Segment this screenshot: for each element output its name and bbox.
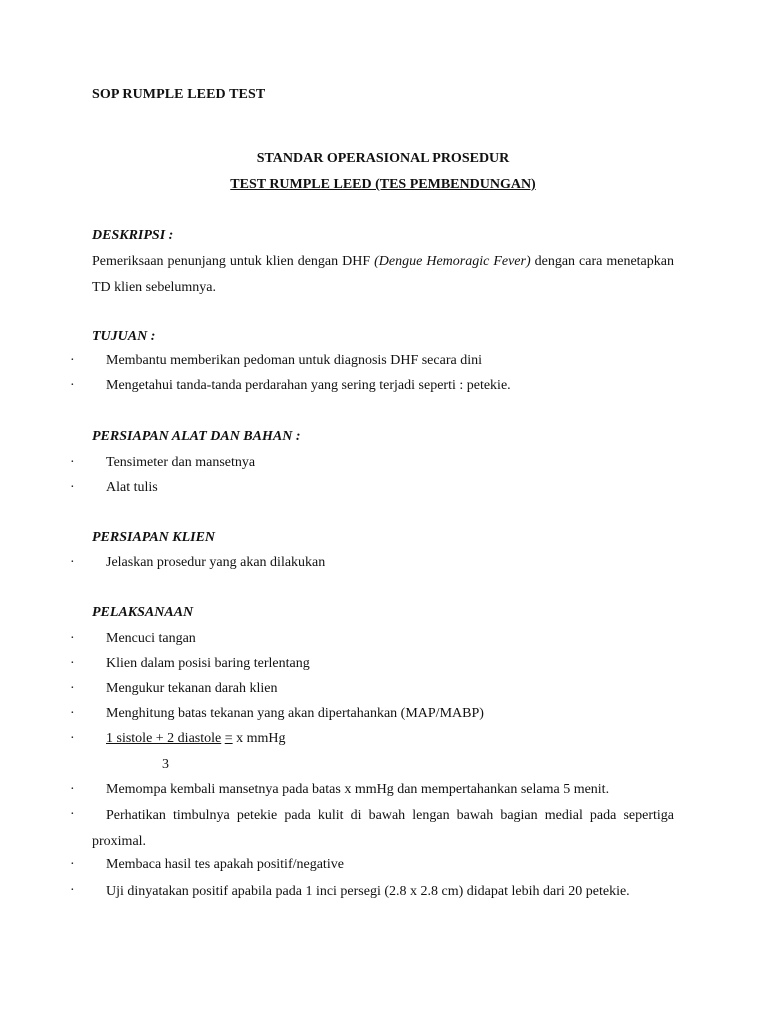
bullet-icon: · [70,378,75,393]
sub-title-text: TEST RUMPLE LEED (TES PEMBENDUNGAN) [230,177,536,192]
document-title: SOP RUMPLE LEED TEST [92,87,266,102]
bullet-icon: · [70,731,75,746]
persiapan-alat-heading: PERSIAPAN ALAT DAN BAHAN : [92,429,301,444]
formula-denominator: 3 [162,757,169,772]
tujuan-heading: TUJUAN : [92,329,156,344]
bullet-icon: · [70,480,75,495]
bullet-icon: · [70,807,75,822]
bullet-icon: · [70,631,75,646]
pelaksanaan-heading: PELAKSANAAN [92,605,194,620]
list-item-text: Klien dalam posisi baring terlentang [106,656,310,671]
list-item-text: Jelaskan prosedur yang akan dilakukan [106,555,326,570]
list-item-text: Membaca hasil tes apakah positif/negative [106,857,344,872]
list-item [0,706,768,726]
list-item [0,353,768,373]
main-title: STANDAR OPERASIONAL PROSEDUR [256,151,510,166]
deskripsi-paragraph [92,249,674,300]
persiapan-klien-heading: PERSIAPAN KLIEN [92,530,216,545]
deskripsi-text-italic: (Dengue Hemoragic Fever) [374,254,531,269]
bullet-icon: · [70,883,75,898]
list-item-text: Alat tulis [106,480,158,495]
list-item [0,480,768,500]
bullet-icon: · [70,555,75,570]
list-item [0,681,768,701]
list-item-text: Uji dinyatakan positif apabila pada 1 inci persegi (2.8 x 2.8 cm) didapat lebih dari 20 petekie. [106,884,630,899]
list-item [0,378,768,398]
list-item [0,857,768,877]
list-item-text: Perhatikan timbulnya petekie pada kulit di bawah lengan bawah bagian medial pada sepertiga proximal. [92,808,674,849]
deskripsi-text-before: Pemeriksaan penunjang untuk klien dengan DHF [92,254,375,269]
list-item-text: Tensimeter dan mansetnya [106,455,256,470]
formula-result: x mmHg [232,731,286,746]
list-item [0,656,768,676]
list-item-text: Mengukur tekanan darah klien [106,681,278,696]
bullet-icon: · [70,706,75,721]
sub-title [92,177,674,193]
list-item [0,455,768,475]
bullet-icon: · [70,782,75,797]
list-item-text: Mencuci tangan [106,631,196,646]
formula-text [106,731,286,747]
list-item-text: Menghitung batas tekanan yang akan dipertahankan (MAP/MABP) [106,706,484,721]
formula-numerator: 1 sistole + 2 diastole [106,731,222,746]
bullet-icon: · [70,857,75,872]
list-item [0,631,768,651]
list-item [0,555,768,575]
list-item-text: Membantu memberikan pedoman untuk diagnosis DHF secara dini [106,353,482,368]
bullet-icon: · [70,353,75,368]
list-item [0,782,768,802]
deskripsi-text-after: dengan cara menetapkan TD klien sebelumnya. [92,254,674,295]
list-item-text: Mengetahui tanda-tanda perdarahan yang sering terjadi seperti : petekie. [106,378,511,393]
deskripsi-heading: DESKRIPSI : [92,228,174,243]
list-item-text: Memompa kembali mansetnya pada batas x mmHg dan mempertahankan selama 5 menit. [106,782,610,797]
bullet-icon: · [70,681,75,696]
formula-item [0,731,768,751]
bullet-icon: · [70,455,75,470]
formula-equals: = [224,731,233,746]
bullet-icon: · [70,656,75,671]
